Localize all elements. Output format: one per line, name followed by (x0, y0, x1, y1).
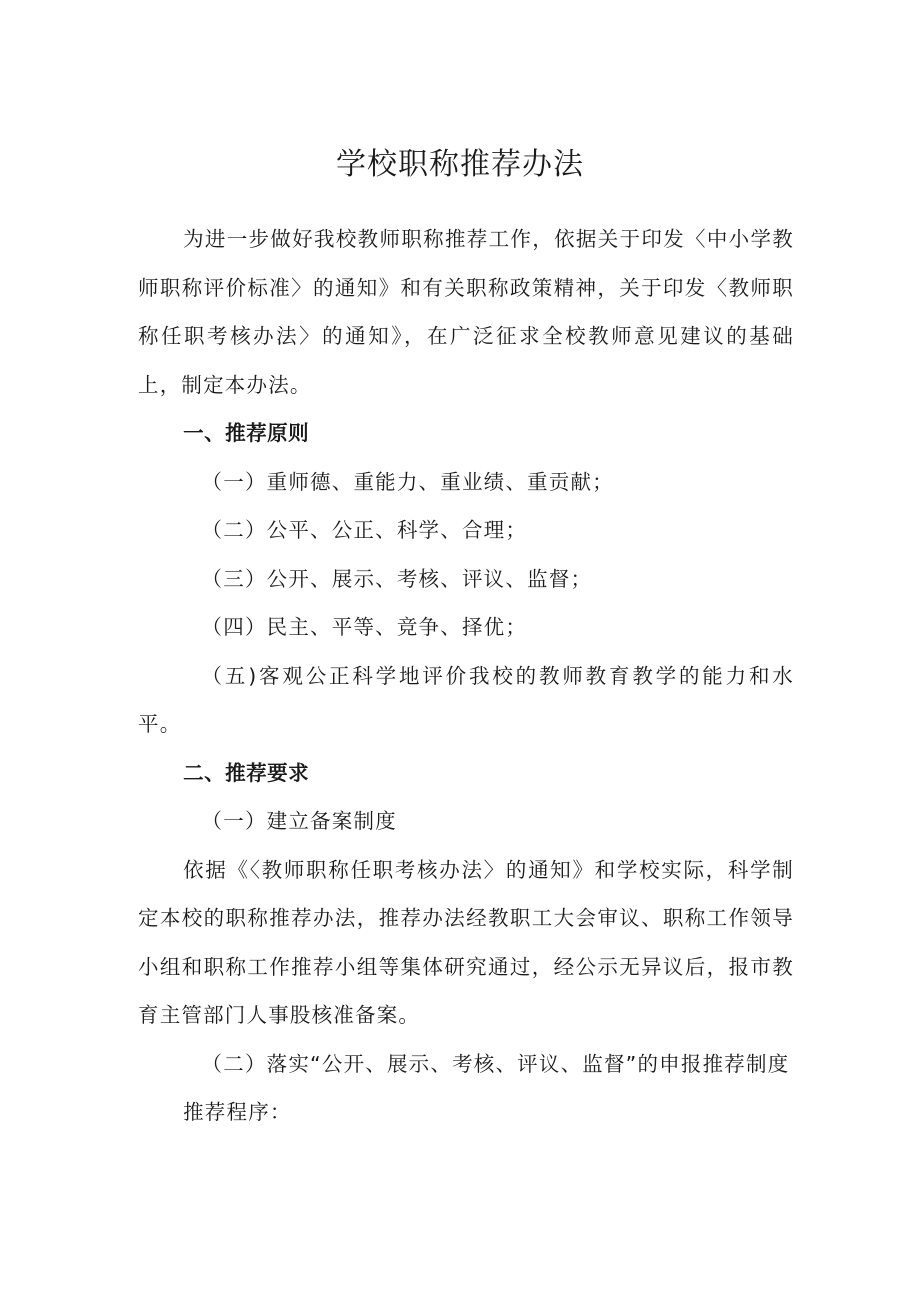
section-heading-principles: 一、推荐原则 (183, 421, 310, 445)
section-heading-requirements: 二、推荐要求 (183, 760, 310, 785)
principle-item: （四）民主、平等、竞争、择优； (201, 615, 528, 639)
subsection-title: （一）建立备案制度 (201, 809, 397, 833)
procedure-label: 推荐程序： (183, 1100, 292, 1124)
document-body (138, 215, 794, 1137)
principle-item: （二）公平、公正、科学、合理； (201, 518, 528, 542)
subsection-title: （二）落实“公开、展示、考核、评议、监督”的申报推荐制度 (201, 1051, 790, 1076)
page-title: 学校职称推荐办法 (336, 147, 584, 182)
principle-item: （五)客观公正科学地评价我校的教师教育教学的能力和水平。 (138, 663, 794, 736)
subsection-paragraph: 依据《〈教师职称任职考核办法〉的通知》和学校实际，科学制定本校的职称推荐办法，推荐办法经教职工大会审议、职称工作领导小组和职称工作推荐小组等集体研究通过，经公示无异议后，报市教育主管部门人事股核准备案。 (138, 857, 794, 1027)
principle-item: （三）公开、展示、考核、评议、监督； (201, 566, 593, 591)
principle-item: （一）重师德、重能力、重业绩、重贡献； (201, 469, 614, 494)
intro-paragraph: 为进一步做好我校教师职称推荐工作，依据关于印发〈中小学教师职称评价标准〉的通知》和有关职称政策精神，关于印发〈教师职称任职考核办法〉的通知》，在广泛征求全校教师意见建议的基础上，制定本办法。 (138, 227, 794, 397)
